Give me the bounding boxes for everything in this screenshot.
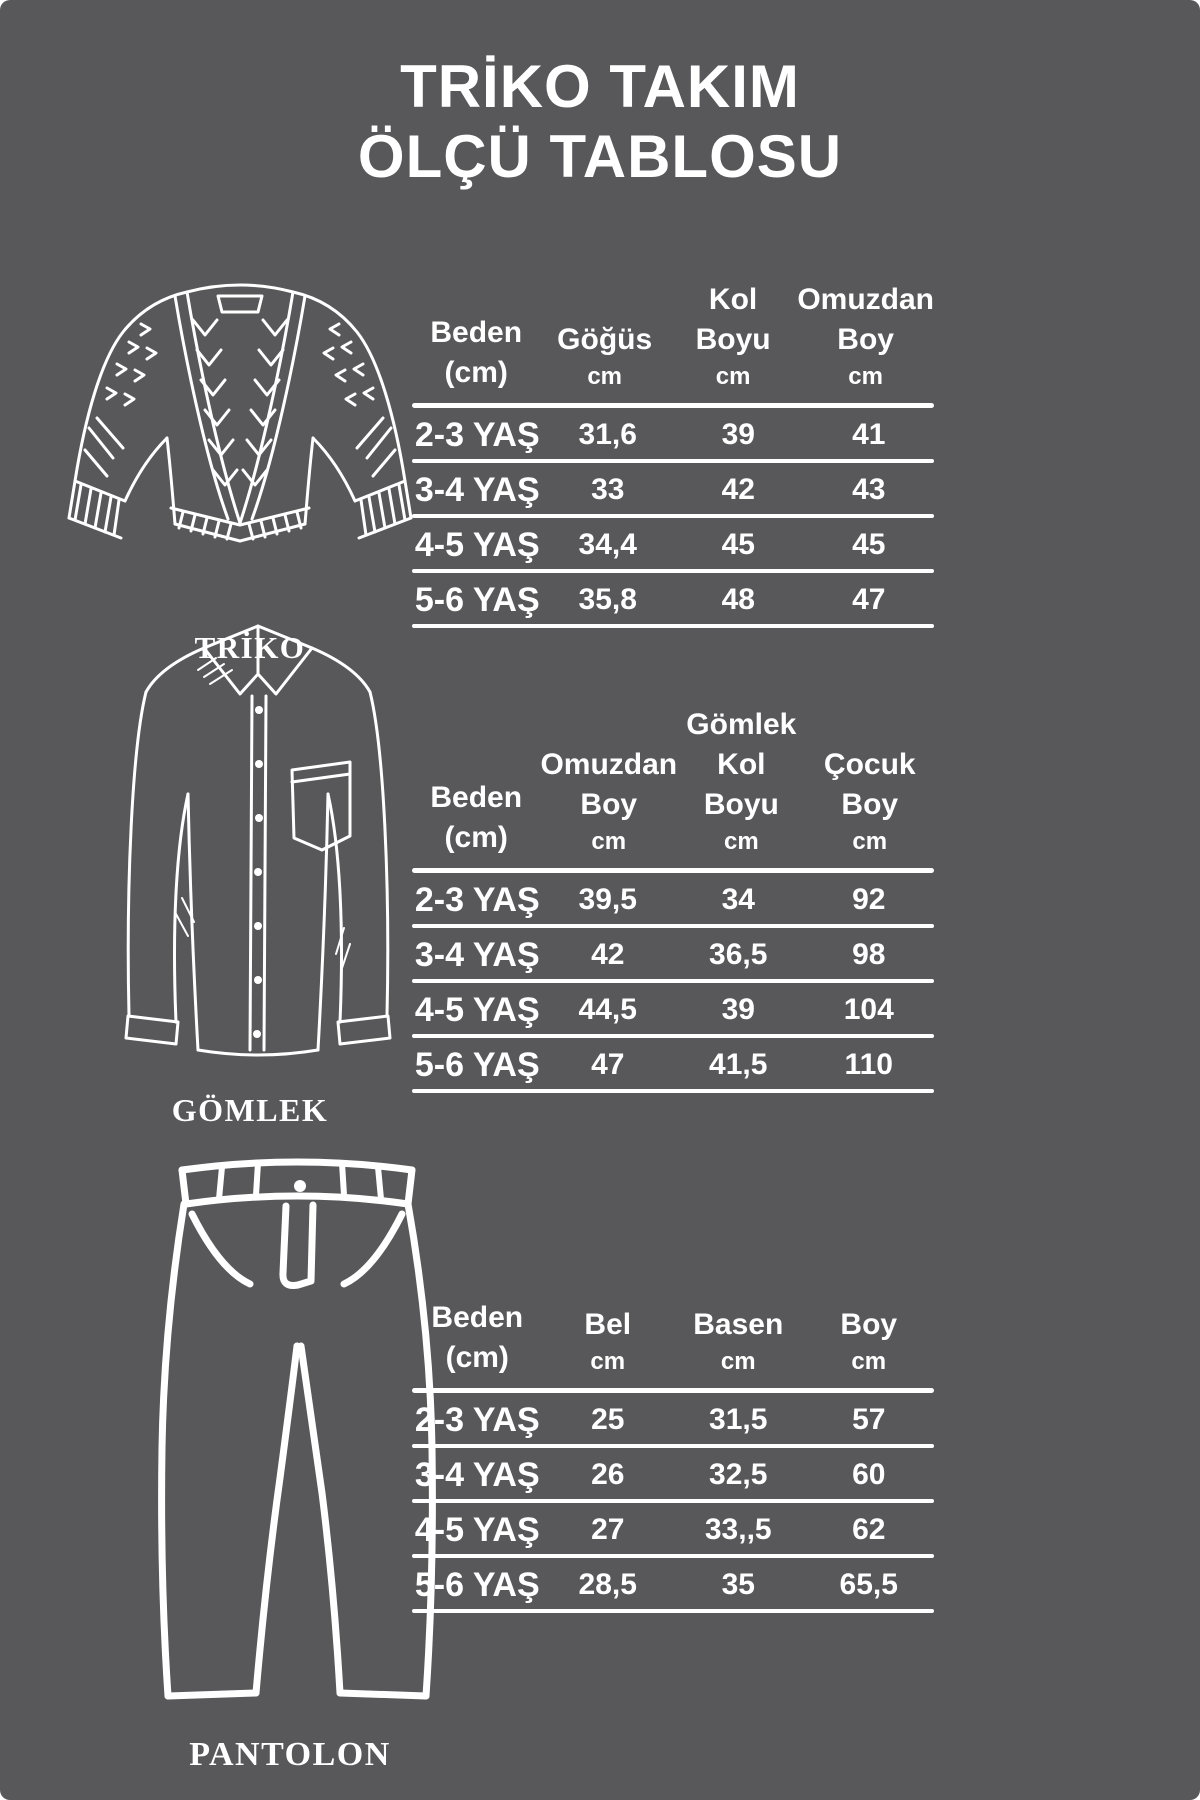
- pants-line-art-illustration: [138, 1148, 456, 1703]
- column-header-line: Boy: [580, 788, 638, 821]
- row-divider: [412, 924, 934, 928]
- table-header-row: [412, 705, 934, 858]
- column-header: [412, 778, 540, 858]
- value-cell: 98: [852, 938, 886, 971]
- value-cell: 65,5: [839, 1568, 898, 1601]
- table-row: [412, 876, 934, 924]
- value-cell: 57: [852, 1403, 886, 1436]
- value-cell: 39,5: [578, 883, 637, 916]
- value-cell: 34: [721, 883, 755, 916]
- value-cell: 110: [844, 1048, 893, 1081]
- column-header-line: Boy: [837, 323, 894, 356]
- header-divider: [412, 1388, 934, 1393]
- header-divider: [412, 868, 934, 873]
- row-divider: [412, 569, 934, 573]
- table-row: [412, 1041, 934, 1089]
- value-cell: 33,,5: [704, 1513, 772, 1546]
- value-cell: 104: [843, 993, 894, 1026]
- row-divider: [412, 1089, 934, 1093]
- column-header-line: cm: [591, 828, 627, 855]
- column-header-line: cm: [852, 828, 888, 855]
- value-cell: 33: [591, 473, 625, 506]
- size-label-cell: 5-6 YAŞ: [414, 1565, 540, 1604]
- column-header-line: Basen: [693, 1308, 784, 1341]
- column-header: [677, 705, 805, 858]
- size-label-cell: 4-5 YAŞ: [414, 1510, 540, 1549]
- column-header-line: Beden: [431, 1301, 524, 1334]
- section-label-triko: TRİKO: [194, 630, 306, 665]
- column-header-line: cm: [715, 363, 751, 390]
- value-cell: 39: [721, 418, 755, 451]
- value-cell: 45: [721, 528, 755, 561]
- value-cell: 60: [852, 1458, 886, 1491]
- page-title-line-1: TRİKO TAKIM: [400, 53, 800, 120]
- column-header-line: cm: [587, 363, 622, 390]
- table-row: [412, 521, 934, 569]
- size-label-cell: 4-5 YAŞ: [414, 525, 540, 564]
- column-header-line: (cm): [444, 821, 508, 854]
- value-cell: 35: [721, 1568, 755, 1601]
- column-header-line: cm: [848, 363, 883, 390]
- value-cell: 62: [852, 1513, 886, 1546]
- value-cell: 48: [721, 583, 755, 616]
- column-header-line: Çocuk: [823, 748, 916, 781]
- column-header-line: Beden: [430, 316, 523, 349]
- row-divider: [412, 459, 934, 463]
- column-header-line: Kol: [708, 283, 758, 316]
- column-header: [797, 280, 934, 393]
- column-header-line: Bel: [584, 1308, 632, 1341]
- value-cell: 34,4: [578, 528, 637, 561]
- column-header-line: Gömlek: [686, 708, 797, 741]
- value-cell: 35,8: [578, 583, 637, 616]
- column-header: [804, 1305, 935, 1378]
- size-label-cell: 3-4 YAŞ: [414, 935, 540, 974]
- value-cell: 31,6: [578, 418, 637, 451]
- size-label-cell: 3-4 YAŞ: [414, 1455, 540, 1494]
- column-header-line: Göğüs: [557, 323, 653, 356]
- row-divider: [412, 1554, 934, 1558]
- section-label-gomlek: GÖMLEK: [171, 1092, 329, 1128]
- size-label-cell: 5-6 YAŞ: [414, 1045, 540, 1084]
- column-header-line: Beden: [430, 781, 523, 814]
- table-row: [412, 1451, 934, 1499]
- column-header: [543, 1305, 674, 1378]
- value-cell: 25: [591, 1403, 625, 1436]
- size-label-cell: 3-4 YAŞ: [414, 470, 540, 509]
- value-cell: 92: [852, 883, 886, 916]
- row-divider: [412, 514, 934, 518]
- value-cell: 36,5: [709, 938, 768, 971]
- column-header-line: Boy: [841, 788, 899, 821]
- column-header-line: Boyu: [695, 323, 771, 356]
- value-cell: 39: [721, 993, 755, 1026]
- row-divider: [412, 979, 934, 983]
- value-cell: 44,5: [578, 993, 637, 1026]
- table-row: [412, 576, 934, 624]
- row-divider: [412, 1034, 934, 1038]
- column-header: [806, 745, 934, 858]
- size-table-pantolon: [412, 1298, 934, 1613]
- column-header: [673, 1305, 804, 1378]
- value-cell: 27: [591, 1513, 625, 1546]
- column-header-line: cm: [723, 828, 759, 855]
- value-cell: 32,5: [709, 1458, 768, 1491]
- row-divider: [412, 624, 934, 628]
- size-label-cell: 5-6 YAŞ: [414, 580, 540, 619]
- column-header-line: (cm): [444, 356, 508, 389]
- column-header-line: cm: [720, 1348, 756, 1375]
- value-cell: 42: [591, 938, 625, 971]
- column-header: [540, 320, 668, 393]
- column-header: [412, 1298, 543, 1378]
- value-cell: 26: [591, 1458, 625, 1491]
- row-divider: [412, 1444, 934, 1448]
- column-header-line: Boy: [840, 1308, 898, 1341]
- row-divider: [412, 1499, 934, 1503]
- value-cell: 31,5: [709, 1403, 768, 1436]
- table-header-row: [412, 280, 934, 393]
- column-header: [669, 280, 797, 393]
- table-row: [412, 466, 934, 514]
- table-row: [412, 1506, 934, 1554]
- value-cell: 47: [591, 1048, 625, 1081]
- value-cell: 43: [852, 473, 886, 506]
- column-header-line: Kol: [717, 748, 766, 781]
- column-header-line: Omuzdan: [797, 283, 934, 316]
- page-title: [0, 52, 1200, 192]
- table-row: [412, 1561, 934, 1609]
- value-cell: 41,5: [709, 1048, 768, 1081]
- column-header-line: Omuzdan: [540, 748, 678, 781]
- value-cell: 42: [721, 473, 755, 506]
- column-header: [540, 745, 677, 858]
- size-label-cell: 2-3 YAŞ: [414, 880, 540, 919]
- table-row: [412, 1396, 934, 1444]
- header-divider: [412, 403, 934, 408]
- value-cell: 47: [852, 583, 886, 616]
- size-label-cell: 2-3 YAŞ: [414, 415, 540, 454]
- size-label-cell: 2-3 YAŞ: [414, 1400, 540, 1439]
- column-header-line: cm: [590, 1348, 626, 1375]
- value-cell: 45: [852, 528, 886, 561]
- page-title-line-2: ÖLÇÜ TABLOSU: [357, 123, 843, 190]
- column-header-line: cm: [851, 1348, 887, 1375]
- row-divider: [412, 1609, 934, 1613]
- size-table-gomlek: [412, 705, 934, 1093]
- column-header-line: (cm): [445, 1341, 509, 1374]
- column-header: [412, 313, 540, 393]
- section-label-pantolon: PANTOLON: [189, 1736, 391, 1773]
- cardigan-line-art-illustration: [55, 268, 425, 568]
- value-cell: 28,5: [578, 1568, 637, 1601]
- column-header-line: Boyu: [703, 788, 779, 821]
- table-row: [412, 931, 934, 979]
- table-row: [412, 411, 934, 459]
- table-row: [412, 986, 934, 1034]
- table-header-row: [412, 1298, 934, 1378]
- shirt-line-art-illustration: [112, 598, 404, 1068]
- size-table-triko: [412, 280, 934, 628]
- size-label-cell: 4-5 YAŞ: [414, 990, 540, 1029]
- value-cell: 41: [852, 418, 886, 451]
